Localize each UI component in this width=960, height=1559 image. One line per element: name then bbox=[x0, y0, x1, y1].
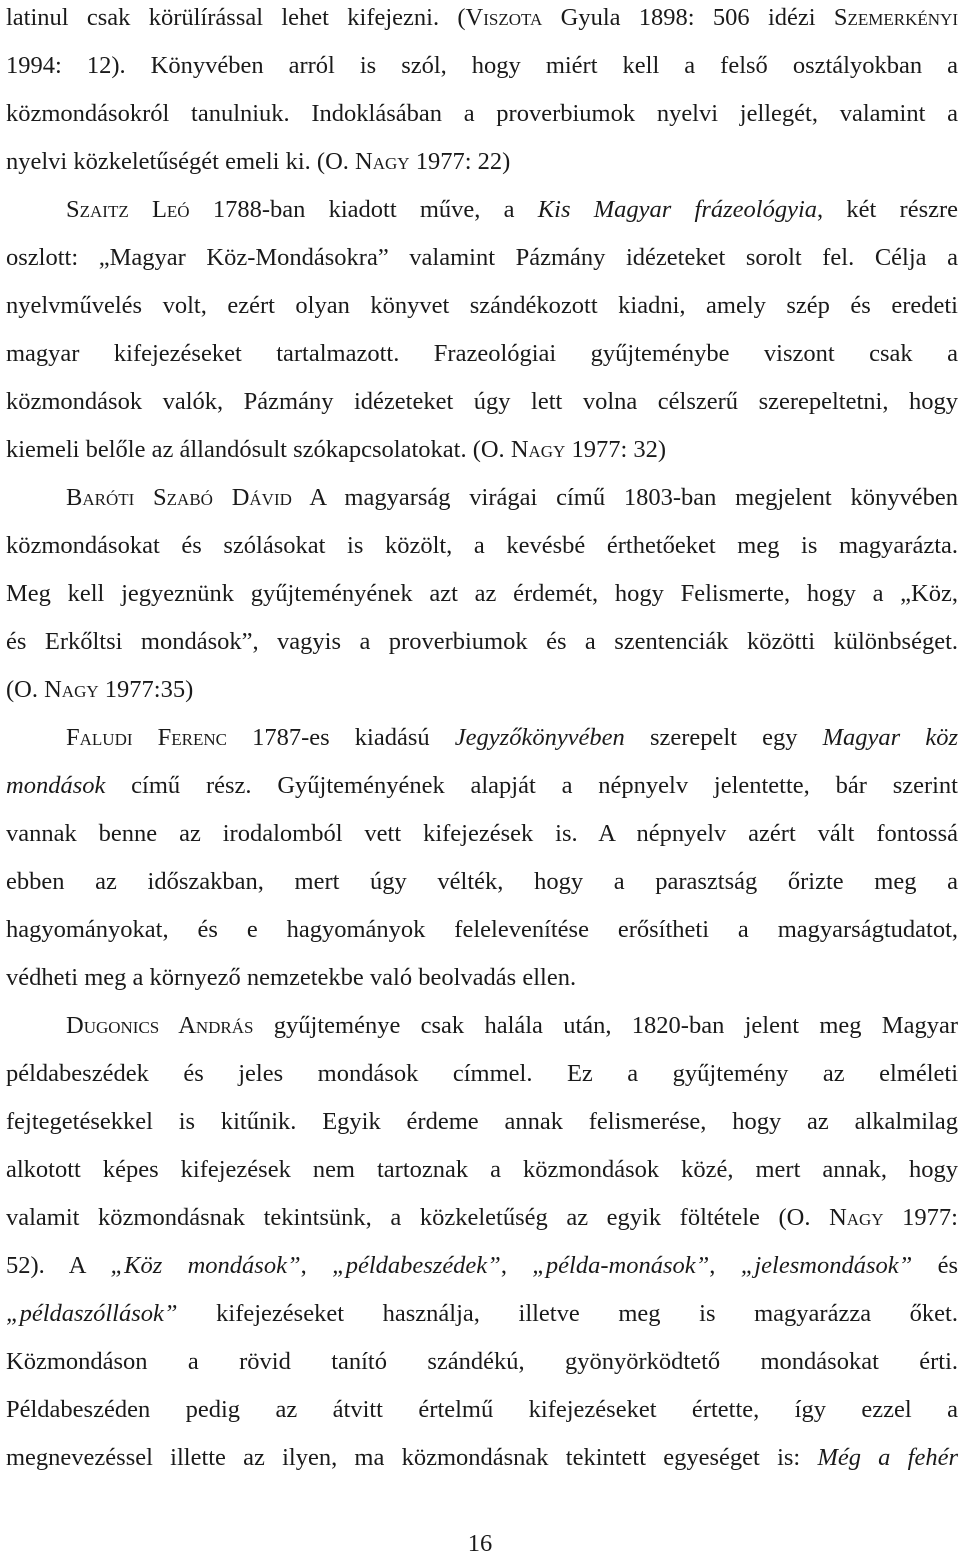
author-name: Nagy bbox=[44, 676, 99, 703]
author-name: Viszota bbox=[465, 4, 543, 31]
text-line: oszlott: „Magyar Köz-Mondásokra” valamint Pázmány idézeteket sorolt fel. Célja a bbox=[6, 244, 958, 271]
text-line: vannak benne az irodalomból vett kifejezések is. A népnyelv azért vált fontossá bbox=[6, 820, 958, 847]
text-line: Faludi Ferenc 1787-es kiadású Jegyzőkönyvében szerepelt egy Magyar köz bbox=[66, 724, 958, 751]
text-line: latinul csak körülírással lehet kifejezni. (Viszota Gyula 1898: 506 idézi Szemerkényi bbox=[6, 4, 958, 31]
book-title: Kis Magyar frázeológyia bbox=[537, 196, 818, 223]
text-line: közmondások valók, Pázmány idézeteket úgy lett volna célszerű szerepeltetni, hogy bbox=[6, 388, 958, 415]
text-line: Baróti Szabó Dávid A magyarság virágai című 1803-ban megjelent könyvében bbox=[66, 484, 958, 511]
text-line: mondások című rész. Gyűjteményének alapját a népnyelv jelentette, bár szerint bbox=[6, 772, 958, 799]
text-line: Meg kell jegyeznünk gyűjteményének azt az érdemét, hogy Felismerte, hogy a „Köz, bbox=[6, 580, 958, 607]
text-line: fejtegetésekkel is kitűnik. Egyik érdeme annak felismerése, hogy az alkalmilag bbox=[6, 1108, 958, 1135]
text-line: kiemeli belőle az állandósult szókapcsolatokat. (O. Nagy 1977: 32) bbox=[6, 436, 667, 463]
author-name: Nagy bbox=[355, 148, 410, 175]
text-line: valamit közmondásnak tekintsünk, a közkeletűség az egyik föltétele (O. Nagy 1977: bbox=[6, 1204, 958, 1231]
text-line: (O. Nagy 1977:35) bbox=[6, 676, 194, 703]
quoted-term: „példabeszédek” bbox=[332, 1252, 501, 1279]
text-line: példabeszédek és jeles mondások címmel. Ez a gyűjtemény az elméleti bbox=[6, 1060, 958, 1087]
text-line: nyelvi közkeletűségét emeli ki. (O. Nagy 1977: 22) bbox=[6, 148, 511, 175]
text-line: 52). A „Köz mondások”, „példabeszédek”, „példa-monások”, „jelesmondások” és bbox=[6, 1252, 958, 1279]
page-number: 16 bbox=[467, 1530, 493, 1557]
quoted-term: Még a fehér bbox=[817, 1444, 958, 1471]
text-line: nyelvművelés volt, ezért olyan könyvet szándékozott kiadni, amely szép és eredeti bbox=[6, 292, 958, 319]
quoted-term: „Köz mondások” bbox=[110, 1252, 301, 1279]
text-line: Dugonics András gyűjteménye csak halála után, 1820-ban jelent meg Magyar bbox=[66, 1012, 958, 1039]
text-line: hagyományokat, és e hagyományok felelevenítése erősítheti a magyarságtudatot, bbox=[6, 916, 958, 943]
text-line: ebben az időszakban, mert úgy vélték, hogy a parasztság őrizte meg a bbox=[6, 868, 958, 895]
author-name: Nagy bbox=[510, 436, 566, 463]
section-title: mondások bbox=[6, 772, 106, 799]
text-line: és Erkőltsi mondások”, vagyis a proverbiumok és a szentenciák közötti különbséget. bbox=[6, 628, 958, 655]
text-line: magyar kifejezéseket tartalmazott. Frazeológiai gyűjteménybe viszont csak a bbox=[6, 340, 958, 367]
author-name: Szaitz Leó bbox=[66, 196, 190, 223]
text-line: 1994: 12). Könyvében arról is szól, hogy miért kell a felső osztályokban a bbox=[6, 52, 958, 79]
author-name: Dugonics András bbox=[66, 1012, 254, 1039]
author-name: Faludi Ferenc bbox=[66, 724, 227, 751]
author-name: Nagy bbox=[829, 1204, 884, 1231]
author-name: Baróti Szabó Dávid bbox=[66, 484, 292, 511]
quoted-term: „példa-monások” bbox=[532, 1252, 710, 1279]
book-title: Jegyzőkönyvében bbox=[454, 724, 625, 751]
text-line: Szaitz Leó 1788-ban kiadott műve, a Kis Magyar frázeológyia, két részre bbox=[66, 196, 959, 223]
text-line: közmondásokról tanulniuk. Indoklásában a proverbiumok nyelvi jellegét, valamint a bbox=[6, 100, 958, 127]
author-name: Szemerkényi bbox=[833, 4, 958, 31]
text-line: Közmondáson a rövid tanító szándékú, gyönyörködtető mondásokat érti. bbox=[6, 1348, 958, 1375]
text-line: „példaszóllások” kifejezéseket használja, illetve meg is magyarázza őket. bbox=[6, 1300, 958, 1327]
text-line: alkotott képes kifejezések nem tartoznak a közmondások közé, mert annak, hogy bbox=[6, 1156, 958, 1183]
quoted-term: „jelesmondások” bbox=[740, 1252, 913, 1279]
section-title: Magyar köz bbox=[822, 724, 958, 751]
quoted-term: „példaszóllások” bbox=[6, 1300, 178, 1327]
text-line: megnevezéssel illette az ilyen, ma közmondásnak tekintett egyeséget is: Még a fehér bbox=[6, 1444, 958, 1471]
text-line: közmondásokat és szólásokat is közölt, a kevésbé érthetőeket meg is magyarázta. bbox=[6, 532, 958, 559]
text-line: védheti meg a környező nemzetekbe való beolvadás ellen. bbox=[6, 964, 577, 991]
text-line: Példabeszéden pedig az átvitt értelmű kifejezéseket értette, így ezzel a bbox=[6, 1396, 958, 1423]
